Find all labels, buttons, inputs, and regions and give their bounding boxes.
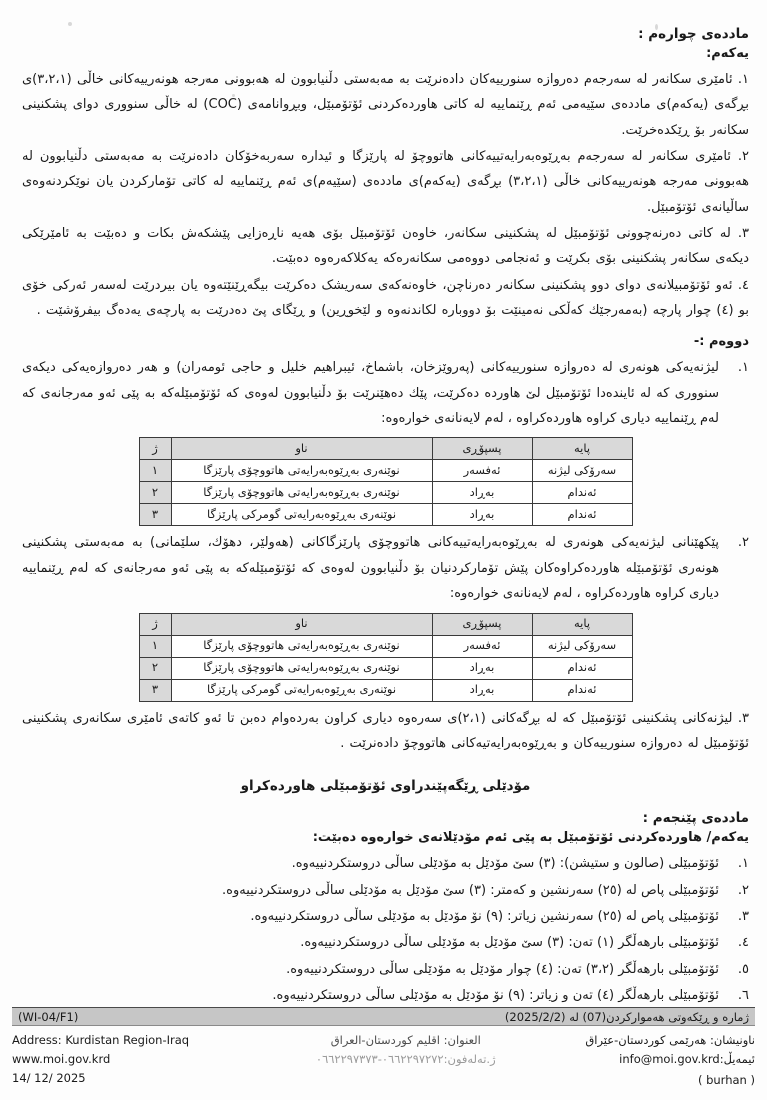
list-item-number: ٥. [737, 961, 749, 977]
committee-table-one [139, 437, 633, 526]
list-item-number: ٦. [737, 987, 749, 1003]
cell-specialty: بەڕاد [432, 657, 532, 679]
list-item-number: ٢. [737, 149, 749, 165]
cell-name: نوێنەری بەڕێوەبەرایەتی هاتووچۆی پارێزگا [171, 482, 432, 504]
footer-revision: ژمارە و ڕێکەوتی هەموارکردن(07) لە (2025/2/2) [504, 1009, 749, 1024]
list-item [22, 706, 749, 757]
list-item-number: ٢. [737, 882, 749, 898]
list-item [22, 530, 749, 606]
list-item-text: پێکهێنانی لیژنەیەکی هونەری لە بەڕێوەبەرایەتییەکانی هاتووچۆی پارێزگاکانی (هەولێر، دهۆك، سلێمانی) بە مەبەستی پشکنینی هونەری ئۆتۆمبێلە هاوردەکراوەکان پێش تۆمارکردنیان بۆ دڵنیابوون لەوەی کە ئۆتۆمبێلەکە بە پێی ئەو مەرجانەی کە لەم ڕێنماییە دیاری کراوە هاوردەکراوە ، لەم لایەنانەی خوارەوە: [22, 535, 719, 602]
document-body [22, 26, 749, 1009]
cell-rank: ئەندام [532, 657, 632, 679]
footer-phone: ژ.تەلەفون:٠٦٦٢٢٩٧٢٧٢-٠٦٦٢٢٩٧٣٧٣ [315, 1052, 496, 1067]
table-row [139, 679, 632, 701]
footer-date: 14/ 12/ 2025 [12, 1071, 86, 1086]
cell-name: نوێنەری بەڕێوەبەرایەتی گومرکی پارێزگا [171, 679, 432, 701]
list-item-number: ١. [737, 856, 749, 872]
list-item-number: ١. [737, 72, 749, 87]
list-item-number: ١. [737, 360, 749, 376]
cell-name: نوێنەری بەڕێوەبەرایەتی هاتووچۆی پارێزگا [171, 460, 432, 482]
cell-num: ٢ [139, 657, 171, 679]
table-header-row [139, 613, 632, 635]
column-header-specialty: پسپۆڕی [432, 613, 532, 635]
list-item-text: ئۆتۆمبێلی پاص لە (٢٥) سەرنشین زیاتر: (٩) نۆ مۆدێل بە مۆدێلی ساڵی دروستکردنییەوە. [250, 908, 719, 924]
table-row [139, 657, 632, 679]
list-item [22, 878, 749, 903]
column-header-specialty: پسپۆڕی [432, 438, 532, 460]
footer-email[interactable]: ئیمەیڵ:info@moi.gov.krd [619, 1052, 755, 1067]
section-one-label: یەکەم: [706, 46, 749, 61]
footer-website[interactable]: www.moi.gov.krd [12, 1052, 111, 1067]
column-header-num: ژ [139, 438, 171, 460]
cell-rank: ئەندام [532, 679, 632, 701]
column-header-rank: پایە [532, 613, 632, 635]
list-item-number: ٣. [737, 226, 749, 242]
list-item [22, 67, 749, 143]
committee-table-two [139, 613, 633, 702]
list-item-number: ٣. [737, 908, 749, 924]
cell-specialty: ئەفسەر [432, 460, 532, 482]
list-item [22, 851, 749, 876]
list-item-text: لیژنەیەکی هونەری لە دەروازە سنورییەکانی (پەروێزخان، باشماخ، ئیبراهیم خلیل و حاجی ئومەران) و هەر دەروازەیەکی دیکەی سنووری کە لە ئایندەدا ئۆتۆمبێل لێ هاوردە دەکرێت، پێك دەهێنرێت بۆ دڵنیابوون لەوەی کە ئۆتۆمبێلەکە بە پێی ئەو مەرجانەی کە لەم ڕێنماییە دیاری کراوە هاوردەکراوە ، لەم لایەنانەی خوارەوە: [22, 360, 719, 427]
cell-num: ١ [139, 635, 171, 657]
section-two-label: دووەم :- [693, 334, 749, 350]
list-item-text: لیژنەکانی پشکنینی ئۆتۆمبێل کە لە بڕگەکانی (٢،١)ی سەرەوە دیاری کراون بەردەوام دەبن تا ئەو کاتەی ئامێری سکانەری پشکنینی ئۆتۆمبێل لە دەروازە سنورییەکان و بەڕێوەبەرایەتیەکانی هاتووچۆ دادەنرێت . [22, 710, 749, 751]
cell-num: ١ [139, 460, 171, 482]
cell-specialty: ئەفسەر [432, 635, 532, 657]
column-header-name: ناو [171, 438, 432, 460]
list-item-text: ئامێری سکانەر لە سەرجەم دەروازە سنورییەکان دادەنرێت بە مەبەستی دڵنیابوون لە هەبوونی مەرجە هونەرییەکانی خاڵی (٣،٢،١)ی بڕگەی (یەکەم)ی ماددەی سێیەمی ئەم ڕێنماییە لە کاتی هاوردەکردنی ئۆتۆمبێل، وبڕوانامەی (COC) لە خاڵی سنووری دوای پشکنینی سکانەر بۆ ڕێکدەخرێت. [22, 72, 749, 138]
cell-num: ٢ [139, 482, 171, 504]
list-item-text: ئامێری سکانەر لە سەرجەم بەڕێوەبەرایەتییەکانی هاتووچۆ لە پارێزگا و ئیدارە سەربەخۆکان دادەنرێت بە مەبەستی دڵنیابوون لە هەبوونی مەرجە هونەرییەکانی خاڵی (٣،٢،١) بڕگەی (یەکەم)ی ماددەی (سێیەم)ی ئەم ڕێنماییە لە کاتی تۆمارکردن یان نوێکردنەوەی ساڵیانەی ئۆتۆمبێل. [22, 149, 749, 215]
list-item-text: ئەو ئۆتۆمبیلانەی دوای دوو پشکنینی سکانەر دەرناچن، خاوەنەکەی سەریشک دەکرێت بیگەڕێنێتەوە یان بیردرێت لەسەر ئەرکی خۆی بو (٤) چوار پارچە (بەمەرجێك کەڵکی نەمینێت بۆ دووبارە لکاندنەوە و لێخوڕین) و ڕێگای پێ دەدرێت بە پارچەی یەدەگ بیفرۆشێت . [22, 277, 749, 319]
section-heading-models: مۆدێلی ڕێگەپێندراوی ئۆتۆمبێلی هاوردەکراو [240, 778, 531, 795]
cell-specialty: بەڕاد [432, 679, 532, 701]
table-row [139, 504, 632, 526]
list-item [22, 957, 749, 982]
cell-name: نوێنەری بەڕێوەبەرایەتی هاتووچۆی پارێزگا [171, 657, 432, 679]
cell-specialty: بەڕاد [432, 504, 532, 526]
table-row [139, 482, 632, 504]
cell-name: نوێنەری بەڕێوەبەرایەتی هاتووچۆی پارێزگا [171, 635, 432, 657]
article-four-title: ماددەی چوارەم : [638, 26, 749, 42]
cell-num: ٣ [139, 504, 171, 526]
footer-address-en: Address: Kurdistan Region-Iraq [12, 1033, 190, 1048]
cell-specialty: بەڕاد [432, 482, 532, 504]
column-header-num: ژ [139, 613, 171, 635]
cell-rank: ئەندام [532, 504, 632, 526]
cell-rank: سەرۆکی لیژنە [532, 635, 632, 657]
footer-address-ku: ناونیشان: هەرێمی کوردستان-عێراق [585, 1033, 755, 1048]
list-item-text: ئۆتۆمبێلی بارهەڵگر (١) تەن: (٣) سێ مۆدێل بە مۆدێلی ساڵی دروستکردنییەوە. [300, 935, 719, 951]
list-item [22, 930, 749, 955]
list-item [22, 273, 749, 324]
list-item [22, 221, 749, 272]
list-item-text: لە کاتی دەرنەچوونی ئۆتۆمبێل لە پشکنینی سکانەر، خاوەن ئۆتۆمبێل بۆی هەیە ناڕەزایی پێشکەش بکات و دەبێت بە ئامێرێکی دیکەی سکانەر پشکنینی بۆی بکرێت و ئەنجامی دووەمی سکانەرەکە یەکلاکەرەوە دەبێت. [22, 226, 749, 267]
cell-rank: ئەندام [532, 482, 632, 504]
cell-num: ٣ [139, 679, 171, 701]
article-five-title: ماددەی پێنجەم : [642, 810, 749, 827]
cell-rank: سەرۆکی لیژنە [532, 460, 632, 482]
footer-column-kurdish [510, 1031, 755, 1090]
cell-name: نوێنەری بەڕێوەبەرایەتی گومرکی پارێزگا [171, 504, 432, 526]
page-footer [12, 1007, 755, 1090]
list-item [22, 144, 749, 220]
list-item-number: ٤. [737, 277, 749, 293]
list-item [22, 355, 749, 431]
footer-column-english [12, 1031, 302, 1090]
list-item [22, 983, 749, 1008]
list-item-number: ٤. [737, 935, 749, 951]
footer-form-code: (WI-04/F1) [18, 1009, 79, 1024]
column-header-name: ناو [171, 613, 432, 635]
table-row [139, 460, 632, 482]
table-header-row [139, 438, 632, 460]
footer-contact-grid [12, 1026, 755, 1090]
list-item-text: ئۆتۆمبێلی (صالون و ستیشن): (٣) سێ مۆدێل بە مۆدێلی ساڵی دروستکردنییەوە. [291, 856, 719, 872]
list-item-text: ئۆتۆمبێلی بارهەڵگر (٤) تەن و زیاتر: (٩) نۆ مۆدێل بە مۆدێلی ساڵی دروستکردنییەوە. [272, 987, 719, 1003]
list-item-number: ٣. [737, 710, 750, 726]
table-row [139, 635, 632, 657]
list-item-number: ٢. [737, 535, 749, 551]
footer-bar [12, 1007, 755, 1026]
footer-address-ar: العنوان: اقلیم کوردستان-العراق [330, 1033, 481, 1048]
footer-author: ( burhan ) [697, 1073, 755, 1088]
spacer [22, 324, 749, 334]
list-item-text: ئۆتۆمبێلی پاص لە (٢٥) سەرنشین و کەمتر: (٣) سێ مۆدێل بە مۆدێلی ساڵی دروستکردنییەوە. [222, 882, 719, 898]
column-header-rank: پایە [532, 438, 632, 460]
list-item-text: ئۆتۆمبێلی بارهەڵگر (٣،٢) تەن: (٤) چوار مۆدێل بە مۆدێلی ساڵی دروستکردنییەوە. [286, 961, 719, 977]
list-item [22, 904, 749, 929]
section-five-intro: یەکەم/ هاوردەکردنی ئۆتۆمبێل بە پێی ئەم مۆدێلانەی خوارەوە دەبێت: [312, 830, 749, 846]
footer-column-arabic [302, 1031, 510, 1090]
